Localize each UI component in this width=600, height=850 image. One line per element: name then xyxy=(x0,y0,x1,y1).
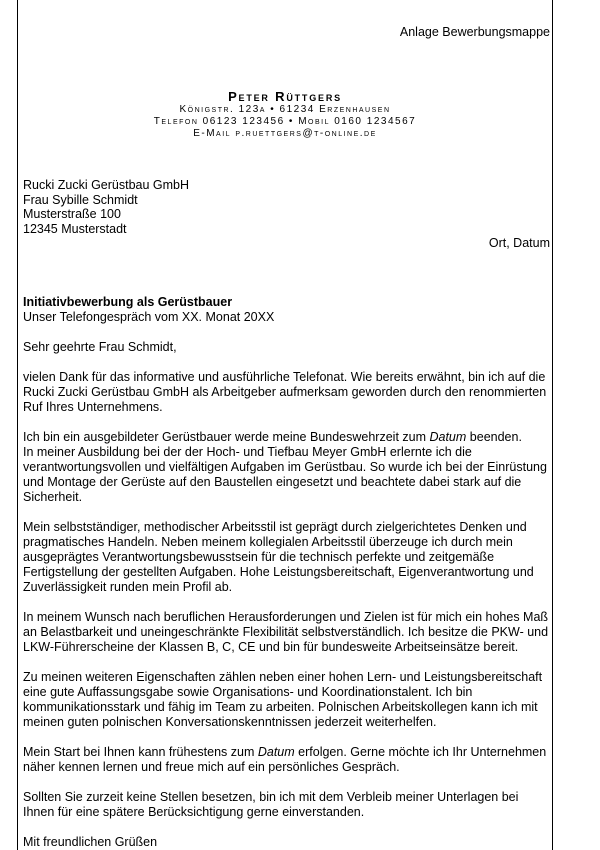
paragraph-text: erfolgen. Gerne möchte ich Ihr Unternehmen näher kennen lernen und freue mich auf ein persönliches Gespräch. xyxy=(23,745,547,774)
recipient-street: Musterstraße 100 xyxy=(23,207,121,221)
paragraph-training: In meiner Ausbildung bei der der Hoch- und Tiefbau Meyer GmbH erlernte ich die verantwortungsvollen und vielfältigen Aufgaben im Gerüstbau. So wurde ich bei der Einrüstung und Montage der Gerüste auf den Baustellen eingesetzt und beachtete dabei stark auf die Sicherheit. xyxy=(23,445,547,504)
paragraph-flexibility: In meinem Wunsch nach beruflichen Herausforderungen und Zielen ist für mich ein hohes Maß an Belastbarkeit und uneingeschränkte Flexibilität selbstverständlich. Ich besitze die PKW- und LKW-Führerscheine der Klassen B, C, CE und bin für bundesweite Arbeitseinsätze bereit. xyxy=(23,610,549,654)
paragraph-fallback: Sollten Sie zurzeit keine Stellen besetzen, bin ich mit dem Verbleib meiner Unterlagen bei Ihnen für eine spätere Berücksichtigung gerne einverstanden. xyxy=(23,790,519,819)
sender-name: Peter Rüttgers xyxy=(228,89,342,104)
paragraph-training-start xyxy=(23,430,551,445)
letter-page xyxy=(17,0,553,850)
paragraph-text: Ich bin ein ausgebildeter Gerüstbauer werde meine Bundeswehrzeit zum xyxy=(23,430,430,444)
date-placeholder: Datum xyxy=(257,745,295,759)
sender-email: E-Mail p.ruettgers@t-online.de xyxy=(193,128,377,139)
recipient-city: 12345 Musterstadt xyxy=(23,221,127,236)
paragraph-text: beenden. xyxy=(466,430,522,444)
paragraph-start-date xyxy=(23,745,551,775)
recipient-person: Frau Sybille Schmidt xyxy=(23,192,138,207)
paragraph-intro: vielen Dank für das informative und ausführliche Telefonat. Wie bereits erwähnt, bin ich auf die Rucki Zucki Gerüstbau GmbH als Arbeitgeber aufmerksam geworden durch den renommierten Ruf Ihres Unternehmens. xyxy=(23,370,547,414)
paragraph-text: Mein Start bei Ihnen kann frühestens zum xyxy=(23,745,258,759)
place-date: Ort, Datum xyxy=(488,236,550,250)
subject-line: Initiativbewerbung als Gerüstbauer xyxy=(23,295,233,309)
salutation: Sehr geehrte Frau Schmidt, xyxy=(23,340,177,354)
attachment-note: Anlage Bewerbungsmappe xyxy=(399,25,550,39)
sender-address: Königstr. 123a • 61234 Erzenhausen xyxy=(179,104,391,115)
paragraph-qualities: Zu meinen weiteren Eigenschaften zählen neben einer hohen Lern- und Leistungsbereitschaft eine gute Auffassungsgabe sowie Organisations- und Koordinationstalent. Ich bin kommunikationsstark und fähig im Team zu arbeiten. Polnischen Arbeitskollegen kann ich mit meinen guten polnischen Konversationskenntnissen jederzeit weiterhelfen. xyxy=(23,670,543,729)
recipient-company: Rucki Zucki Gerüstbau GmbH xyxy=(23,178,190,192)
recipient-address xyxy=(23,178,189,236)
sender-phone: Telefon 06123 123456 • Mobil 0160 1234567 xyxy=(153,116,417,127)
letter-body xyxy=(23,295,551,850)
reference-line: Unser Telefongespräch vom XX. Monat 20XX xyxy=(23,310,275,324)
paragraph-work-style: Mein selbstständiger, methodischer Arbeitsstil ist geprägt durch zielgerichtetes Denken und pragmatisches Handeln. Neben meinem kollegialen Arbeitsstil überzeuge ich durch mein ausgeprägtes Verantwortungsbewusstsein für die technisch perfekte und zeitgemäße Fertigstellung der gestellten Aufgaben. Hohe Leistungsbereitschaft, Eigenverantwortung und Zuverlässigkeit runden mein Profil ab. xyxy=(23,520,534,594)
date-placeholder: Datum xyxy=(429,430,467,444)
closing: Mit freundlichen Grüßen xyxy=(23,835,158,849)
